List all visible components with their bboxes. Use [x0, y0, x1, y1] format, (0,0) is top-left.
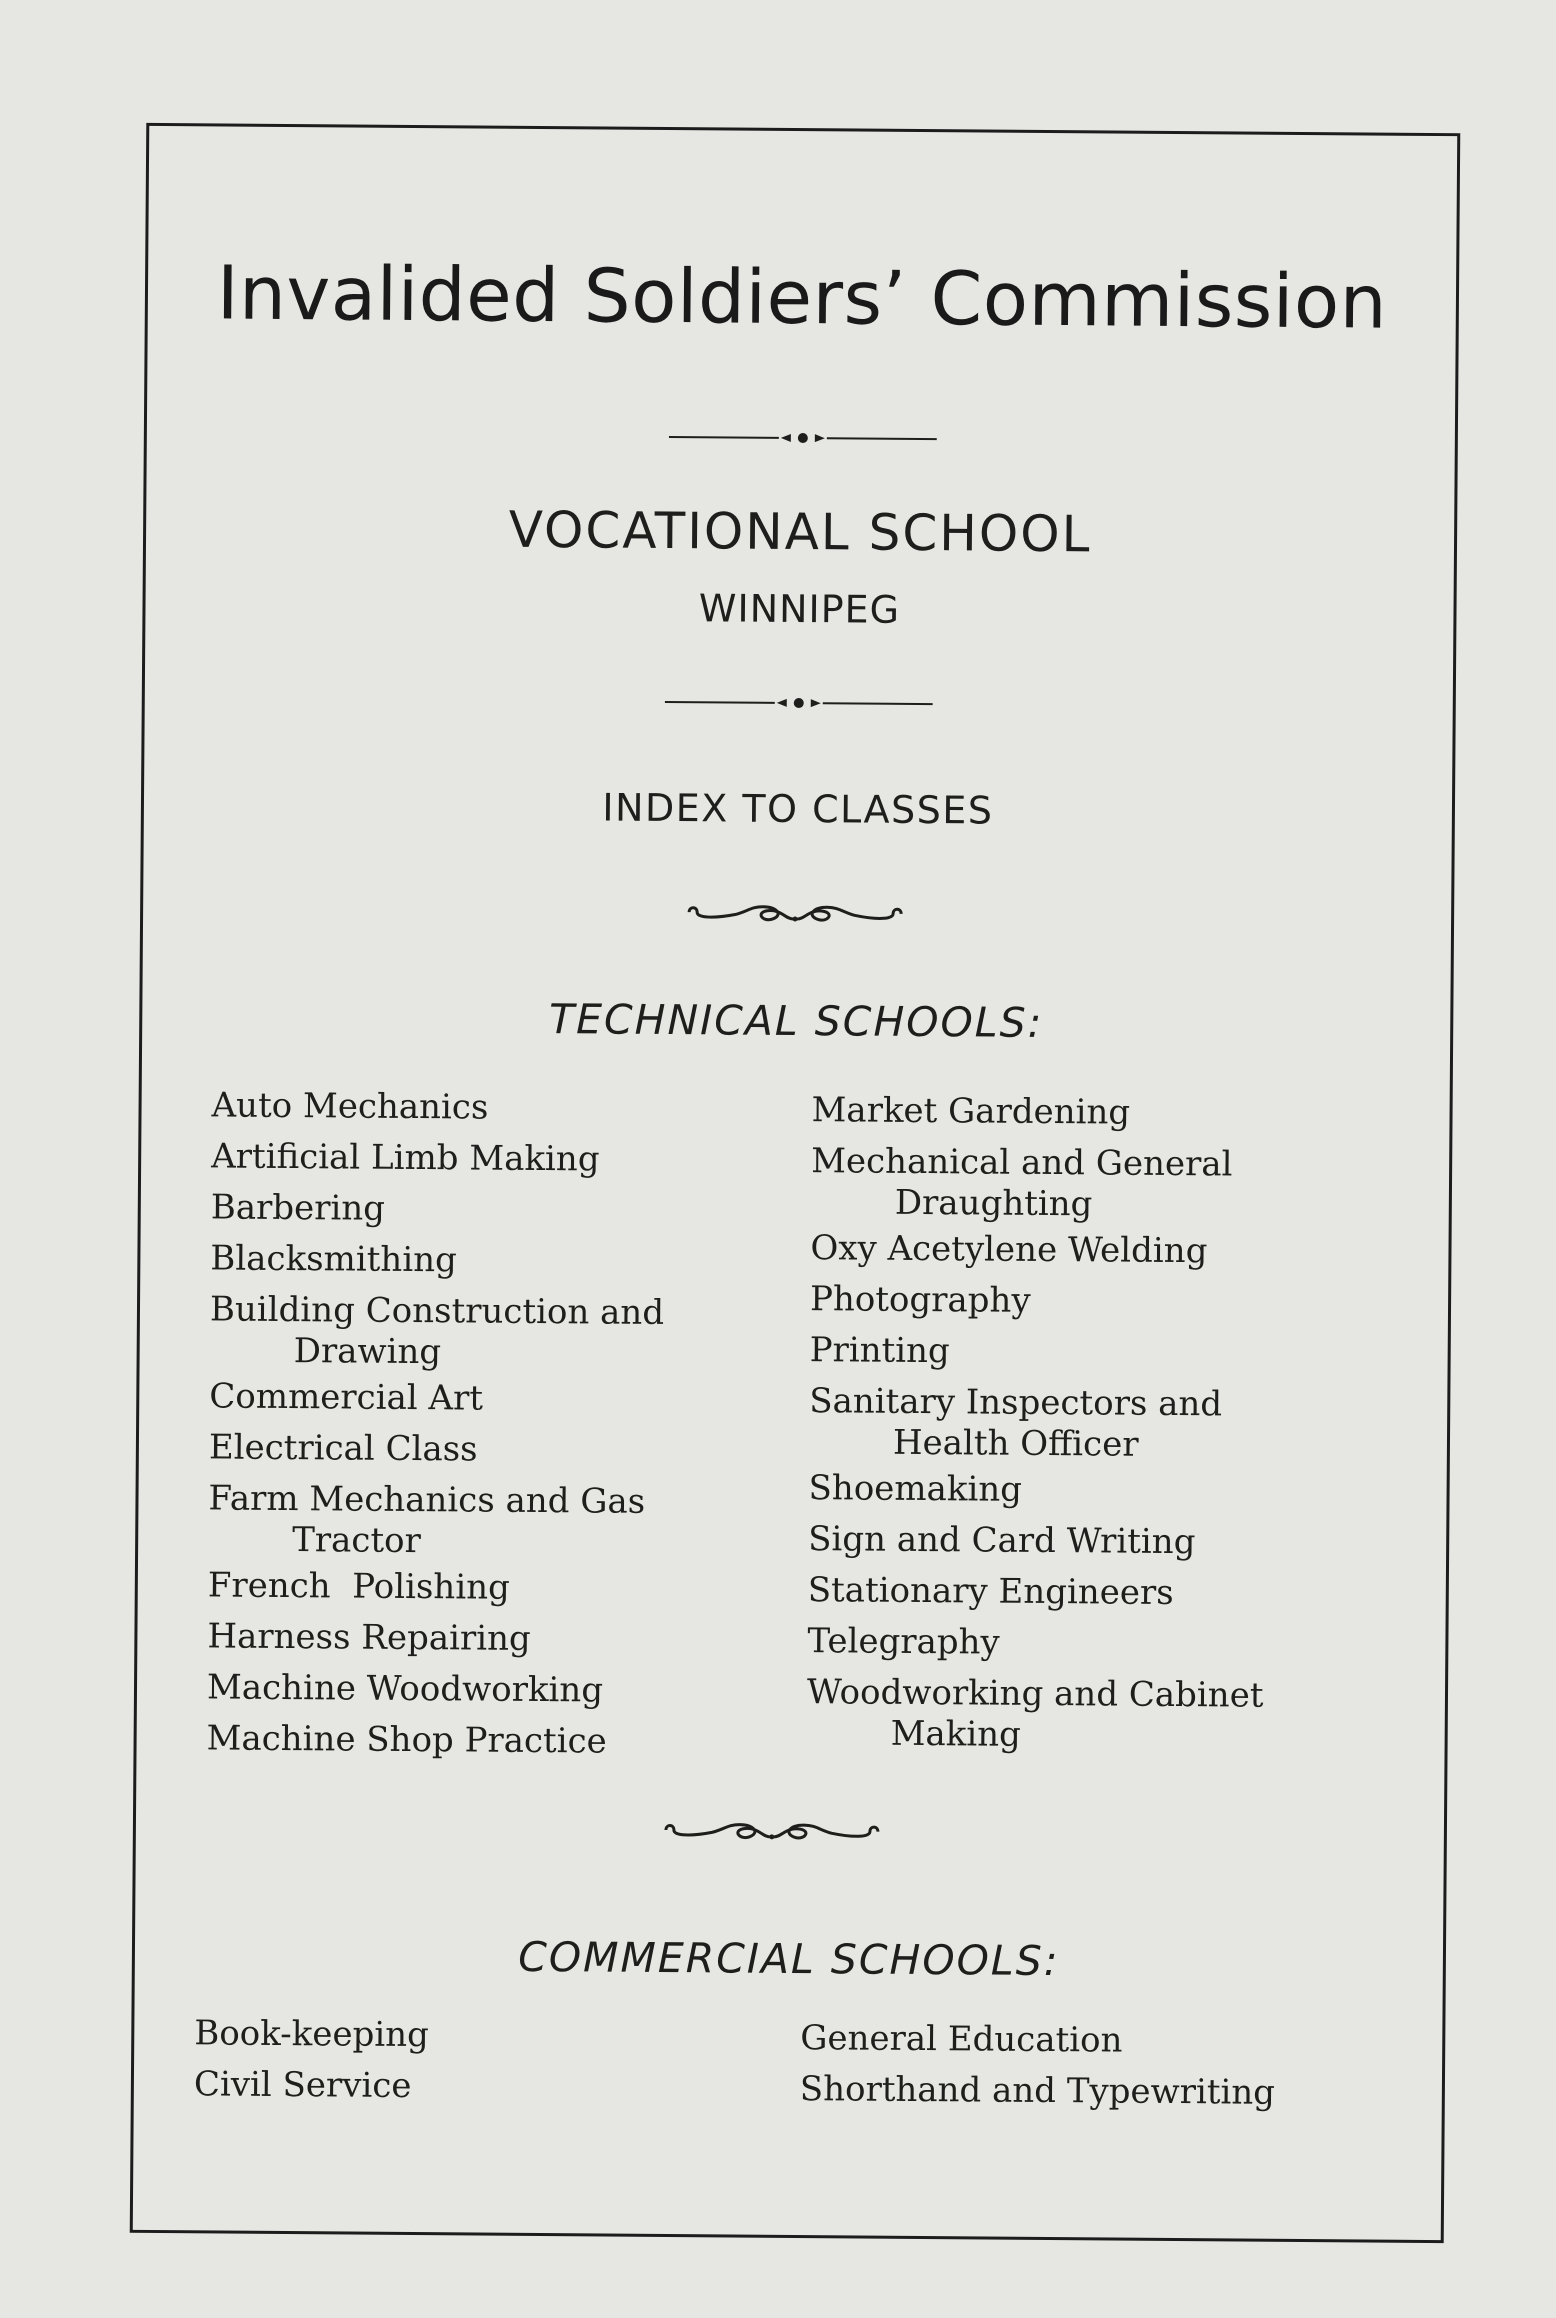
class-name-continuation: Health Officer [892, 1422, 1139, 1465]
class-list-item [210, 1284, 665, 1375]
class-name: Book-keeping [194, 2013, 430, 2056]
class-name: Harness Repairing [207, 1616, 531, 1659]
class-list-item [210, 1233, 664, 1288]
class-name: Farm Mechanics and Gas [208, 1478, 646, 1522]
class-list-item [207, 1662, 661, 1717]
class-list-item [808, 1565, 1265, 1620]
class-list-item [211, 1080, 665, 1135]
class-name: Blacksmithing [210, 1238, 457, 1281]
commercial-classes-left-column [194, 2008, 429, 2112]
class-name: Civil Service [193, 2064, 412, 2107]
index-heading: INDEX TO CLASSES [602, 785, 994, 833]
class-name: Shoemaking [808, 1468, 1023, 1510]
class-name: Oxy Acetylene Welding [810, 1228, 1208, 1272]
class-list-item [208, 1560, 662, 1615]
school-city: WINNIPEG [698, 586, 901, 632]
class-list-item [211, 1131, 665, 1186]
class-name: Printing [809, 1330, 950, 1372]
class-list-item [808, 1514, 1265, 1569]
class-list-item [209, 1422, 663, 1477]
technical-classes-right-column [807, 1085, 1269, 1758]
class-name: Woodworking and Cabinet [806, 1672, 1264, 1716]
technical-classes-left-column [206, 1080, 665, 1768]
class-list-item [800, 2064, 1276, 2119]
class-list-item [194, 2059, 429, 2112]
class-name: Barbering [210, 1187, 386, 1229]
class-name: Shorthand and Typewriting [799, 2069, 1276, 2113]
class-list-item [808, 1463, 1265, 1518]
class-list-item [810, 1274, 1267, 1329]
class-name: Building Construction and [209, 1289, 665, 1333]
page-title: Invalided Soldiers’ Commission [216, 250, 1388, 346]
technical-schools-heading: TECHNICAL SCHOOLS: [548, 995, 1044, 1047]
class-list-item [800, 2013, 1276, 2068]
class-name: French Polishing [207, 1565, 510, 1608]
class-list-item [811, 1085, 1268, 1140]
commercial-classes-right-column [800, 2013, 1276, 2119]
class-list-item [209, 1371, 663, 1426]
class-list-item [809, 1325, 1266, 1380]
diamond-rule-divider-icon [669, 430, 937, 446]
class-name: Commercial Art [209, 1376, 484, 1419]
class-list-item [810, 1223, 1267, 1278]
class-name-continuation: Making [890, 1713, 1022, 1755]
class-list-item [206, 1713, 660, 1768]
class-name: Market Gardening [811, 1090, 1131, 1133]
class-name-continuation: Drawing [293, 1331, 442, 1373]
class-list-item [211, 1182, 665, 1237]
class-name: Stationary Engineers [807, 1570, 1174, 1613]
scroll-flourish-ornament-icon [685, 898, 905, 930]
commercial-schools-heading: COMMERCIAL SCHOOLS: [518, 1932, 1060, 1986]
diamond-rule-divider-icon [665, 695, 933, 711]
class-list-item [807, 1616, 1264, 1671]
class-name: Machine Shop Practice [206, 1718, 607, 1762]
class-name: Telegraphy [807, 1621, 1000, 1663]
class-list-item [807, 1667, 1264, 1758]
class-name: Electrical Class [208, 1427, 478, 1470]
class-name-continuation: Tractor [292, 1520, 421, 1562]
class-name: Auto Mechanics [211, 1085, 489, 1128]
class-list-item [809, 1376, 1266, 1467]
class-name: Mechanical and General [811, 1141, 1233, 1185]
class-list-item [207, 1611, 661, 1666]
class-list-item [194, 2008, 429, 2061]
class-name: General Education [800, 2018, 1123, 2061]
class-list-item [208, 1473, 663, 1564]
scroll-flourish-ornament-icon [662, 1816, 882, 1848]
class-name: Sign and Card Writing [808, 1519, 1196, 1563]
class-name: Machine Woodworking [206, 1667, 604, 1711]
class-name: Artificial Limb Making [211, 1136, 600, 1180]
page-border-frame [130, 123, 1461, 2243]
school-name: VOCATIONAL SCHOOL [508, 500, 1092, 564]
class-list-item [811, 1136, 1268, 1227]
class-name-continuation: Draughting [894, 1182, 1093, 1225]
class-name: Photography [809, 1279, 1031, 1321]
class-name: Sanitary Inspectors and [809, 1381, 1223, 1425]
